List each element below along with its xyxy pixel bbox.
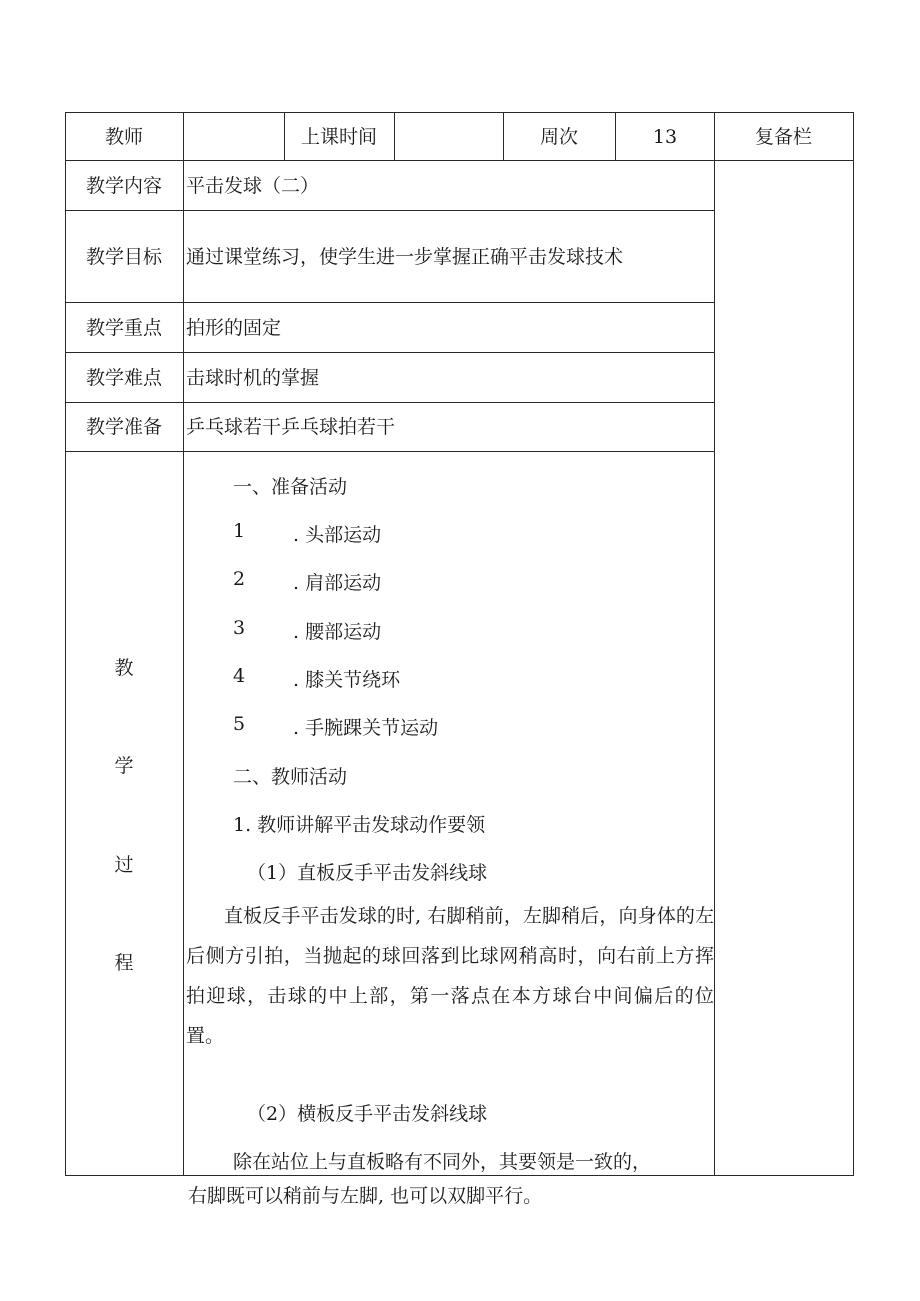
process-label-char: 过 [114,854,134,876]
warmup-number: 2 [233,568,246,590]
table-border-right [853,112,854,1176]
content-label: 教学内容 [85,175,162,197]
teacher-label: 教师 [104,126,143,148]
warmup-item: . 头部运动 [293,524,382,546]
warmup-item: . 手腕踝关节运动 [293,717,439,739]
warmup-number: 4 [233,665,246,687]
goal-label: 教学目标 [85,246,162,268]
activity-item: 1. 教师讲解平击发球动作要领 [233,814,486,836]
difficulty-value: 击球时机的掌握 [186,367,320,389]
row-divider [65,302,714,303]
activity-subheading: （2）横板反手平击发斜线球 [247,1103,488,1125]
warmup-number: 5 [233,713,246,735]
row-divider [65,210,714,211]
warmup-item: . 腰部运动 [293,621,382,643]
review-column-label: 复备栏 [754,126,812,148]
technique-paragraph: 直板反手平击发球的时, 右脚稍前，左脚稍后，向身体的左后侧方引拍，当抛起的球回落到比球网稍高时，向右前上方挥拍迎球，击球的中上部，第一落点在本方球台中间偏后的位置。 [186,905,714,1047]
process-label-char: 教 [114,657,134,679]
warmup-number: 3 [233,617,246,639]
warmup-item: . 肩部运动 [293,572,382,594]
warmup-item: . 膝关节绕环 [293,669,401,691]
technique-paragraph-2: 除在站位上与直板略有不同外，其要领是一致的， [233,1151,652,1173]
key-point-value: 拍形的固定 [186,317,282,339]
section-heading-warmup: 一、准备活动 [233,476,348,498]
week-label: 周次 [539,126,578,148]
process-label-char: 学 [114,755,134,777]
key-point-label: 教学重点 [85,317,162,339]
overflow-text: 右脚既可以稍前与左脚, 也可以双脚平行。 [188,1185,543,1207]
label-column-divider [183,112,184,1176]
table-border-left [65,112,66,1176]
review-column-divider [714,112,715,1176]
preparation-value: 乒乓球若干乒乓球拍若干 [186,416,396,438]
preparation-label: 教学准备 [85,416,162,438]
header-divider [394,112,395,160]
content-value: 平击发球（二） [186,175,320,197]
row-divider [65,352,714,353]
activity-subheading: （1）直板反手平击发斜线球 [247,862,488,884]
row-divider [65,402,714,403]
section-heading-teacher-activity: 二、教师活动 [233,766,348,788]
class-time-label: 上课时间 [300,126,377,148]
week-value: 13 [652,126,678,148]
difficulty-label: 教学难点 [85,367,162,389]
process-label-char: 程 [114,952,134,974]
warmup-number: 1 [233,520,246,542]
goal-value: 通过课堂练习，使学生进一步掌握正确平击发球技术 [186,246,624,268]
row-divider [65,451,714,452]
